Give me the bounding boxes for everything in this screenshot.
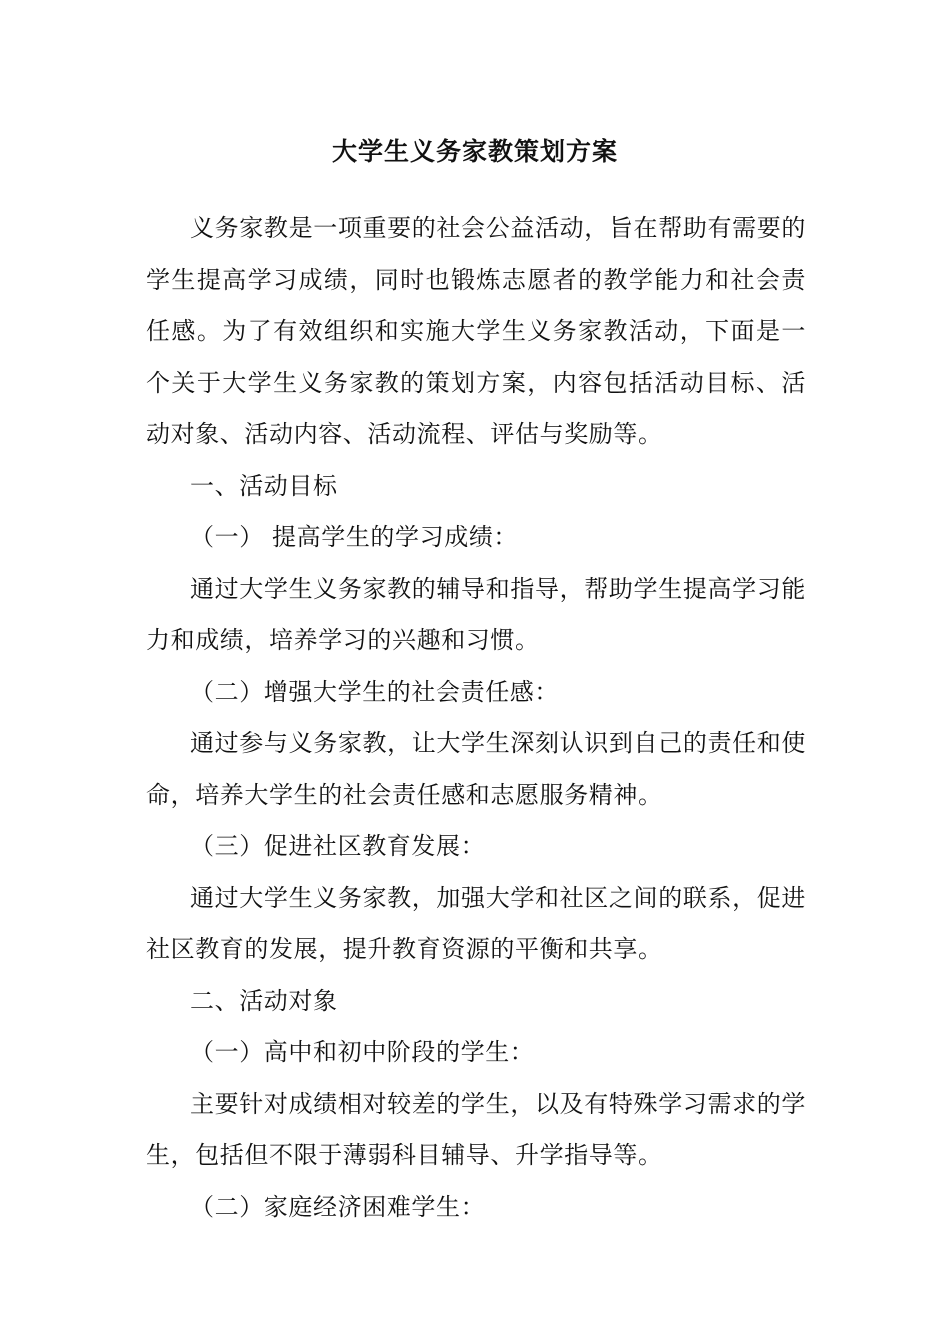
paragraph-social-responsibility: 通过参与义务家教，让大学生深刻认识到自己的责任和使命，培养大学生的社会责任感和志愿服务精神。: [146, 729, 806, 809]
intro-paragraph: 义务家教是一项重要的社会公益活动，旨在帮助有需要的学生提高学习成绩，同时也锻炼志愿者的教学能力和社会责任感。为了有效组织和实施大学生义务家教活动，下面是一个关于大学生义务家教的策划方案，内容包括活动目标、活动对象、活动内容、活动流程、评估与奖励等。: [146, 214, 806, 448]
section-heading-targets: 二、活动对象: [190, 986, 338, 1015]
paragraph-improve-grades: 通过大学生义务家教的辅导和指导，帮助学生提高学习能力和成绩，培养学习的兴趣和习惯。: [146, 574, 806, 654]
subheading-community-education: （三）促进社区教育发展：: [190, 832, 486, 860]
document-body: [146, 203, 806, 1233]
paragraph-students: 主要针对成绩相对较差的学生，以及有特殊学习需求的学生，包括但不限于薄弱科目辅导、升学指导等。: [146, 1089, 806, 1169]
document-title: 大学生义务家教策划方案: [331, 137, 618, 166]
paragraph-community-education: 通过大学生义务家教，加强大学和社区之间的联系，促进社区教育的发展，提升教育资源的平衡和共享。: [146, 883, 806, 963]
subheading-improve-grades: （一） 提高学生的学习成绩：: [190, 523, 519, 551]
subheading-social-responsibility: （二）增强大学生的社会责任感：: [190, 677, 559, 706]
section-heading-goals: 一、活动目标: [190, 471, 338, 500]
subheading-low-income-students: （二）家庭经济困难学生：: [190, 1192, 486, 1221]
subheading-students: （一）高中和初中阶段的学生：: [190, 1038, 535, 1066]
